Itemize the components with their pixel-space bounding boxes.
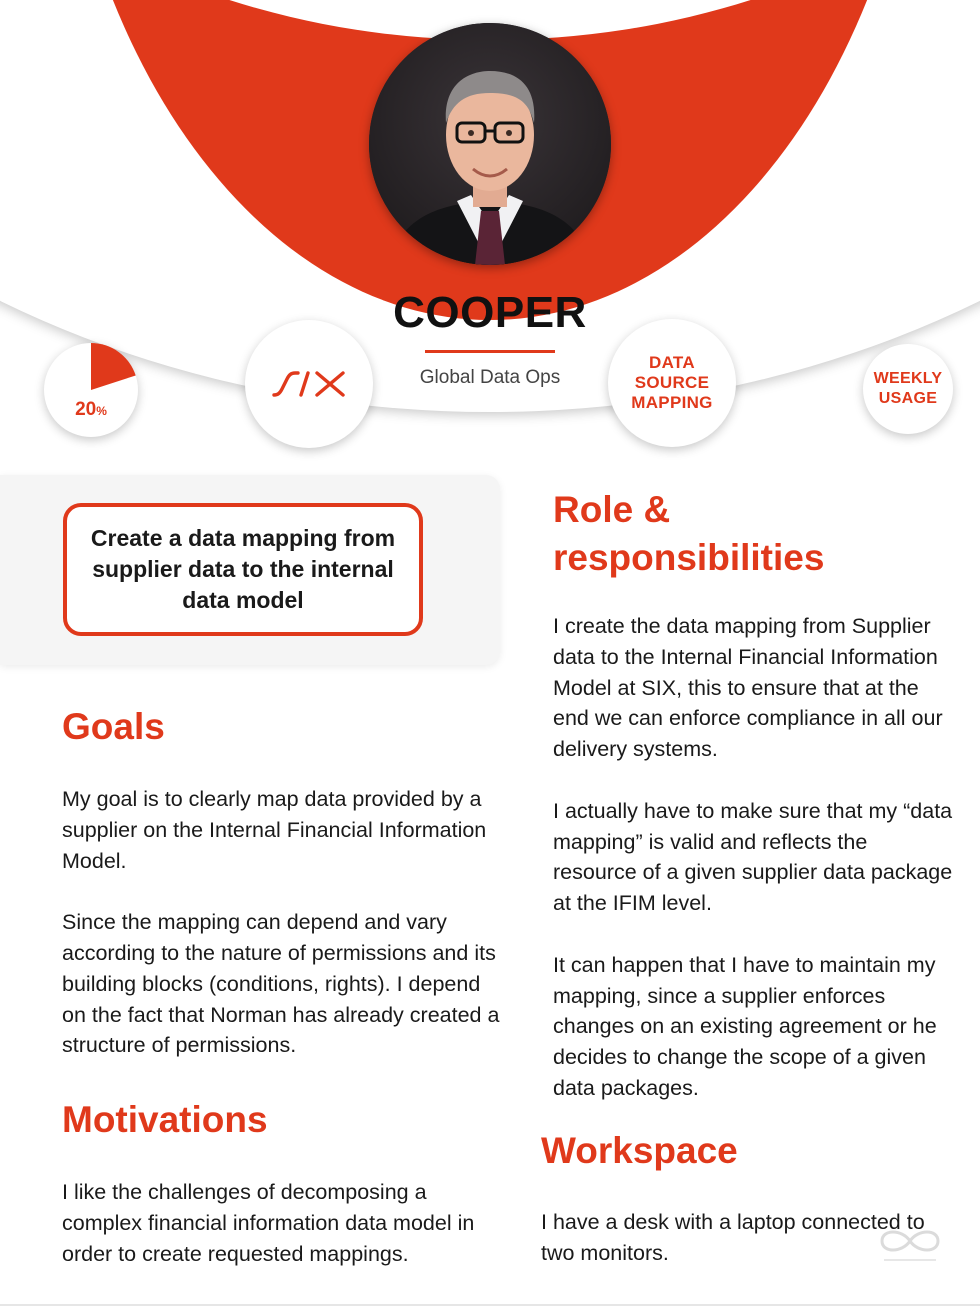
infinity-logo-icon <box>870 1225 950 1269</box>
percent-unit: % <box>96 404 107 418</box>
goals-text <box>62 784 507 1061</box>
role-paragraph-3: It can happen that I have to maintain my mapping, since a supplier enforces changes on an existing agreement or he decides to change the scope of a given data packages. <box>553 952 937 1100</box>
goals-paragraph-2: Since the mapping can depend and vary according to the nature of permissions and its building blocks (conditions, rights). I depend on the fact that Norman has already created a structure of permissions. <box>62 910 500 1058</box>
persona-name: COOPER <box>393 288 587 337</box>
persona-department: Global Data Ops <box>419 367 561 388</box>
percent-number: 20 <box>75 399 97 420</box>
portrait-photo <box>369 23 611 265</box>
workspace-heading: Workspace <box>541 1130 738 1171</box>
percent-pie-chart <box>44 343 138 437</box>
percent-pie-slice <box>91 343 136 390</box>
activity-line-3: MAPPING <box>631 393 713 412</box>
percent-value <box>44 399 138 421</box>
name-divider <box>425 350 555 353</box>
frequency-badge <box>863 344 953 434</box>
role-text <box>553 611 953 1104</box>
role-paragraph-2: I actually have to make sure that my “data mapping” is valid and reflects the resource of a given supplier data package at the IFIM level. <box>553 798 953 916</box>
bottom-divider <box>0 1304 980 1306</box>
frequency-label <box>874 369 943 409</box>
six-logo-icon <box>272 371 346 397</box>
company-logo-badge <box>245 320 373 448</box>
motivations-text <box>62 1177 507 1269</box>
activity-badge <box>608 319 736 447</box>
role-paragraph-1: I create the data mapping from Supplier data to the Internal Financial Information Model at SIX, this to ensure that at the end we can enforce compliance in all our delivery systems. <box>553 614 943 762</box>
avatar <box>369 23 611 265</box>
goals-paragraph-1: My goal is to clearly map data provided by a supplier on the Internal Financial Information Model. <box>62 787 487 873</box>
goals-heading: Goals <box>62 706 165 747</box>
motivations-heading: Motivations <box>62 1099 268 1140</box>
role-heading: Role & responsibilities <box>553 489 825 578</box>
activity-label <box>631 353 712 413</box>
activity-line-1: DATA <box>649 353 695 372</box>
frequency-line-2: USAGE <box>878 390 938 407</box>
motivations-paragraph-1: I like the challenges of decomposing a complex financial information data model in order to create requested mappings. <box>62 1180 475 1266</box>
frequency-line-1: WEEKLY <box>873 370 943 387</box>
percent-badge <box>44 343 138 437</box>
workspace-paragraph-1: I have a desk with a laptop connected to two monitors. <box>541 1210 925 1265</box>
activity-line-2: SOURCE <box>634 373 710 392</box>
task-statement: Create a data mapping from supplier data to the internal data model <box>63 503 423 636</box>
